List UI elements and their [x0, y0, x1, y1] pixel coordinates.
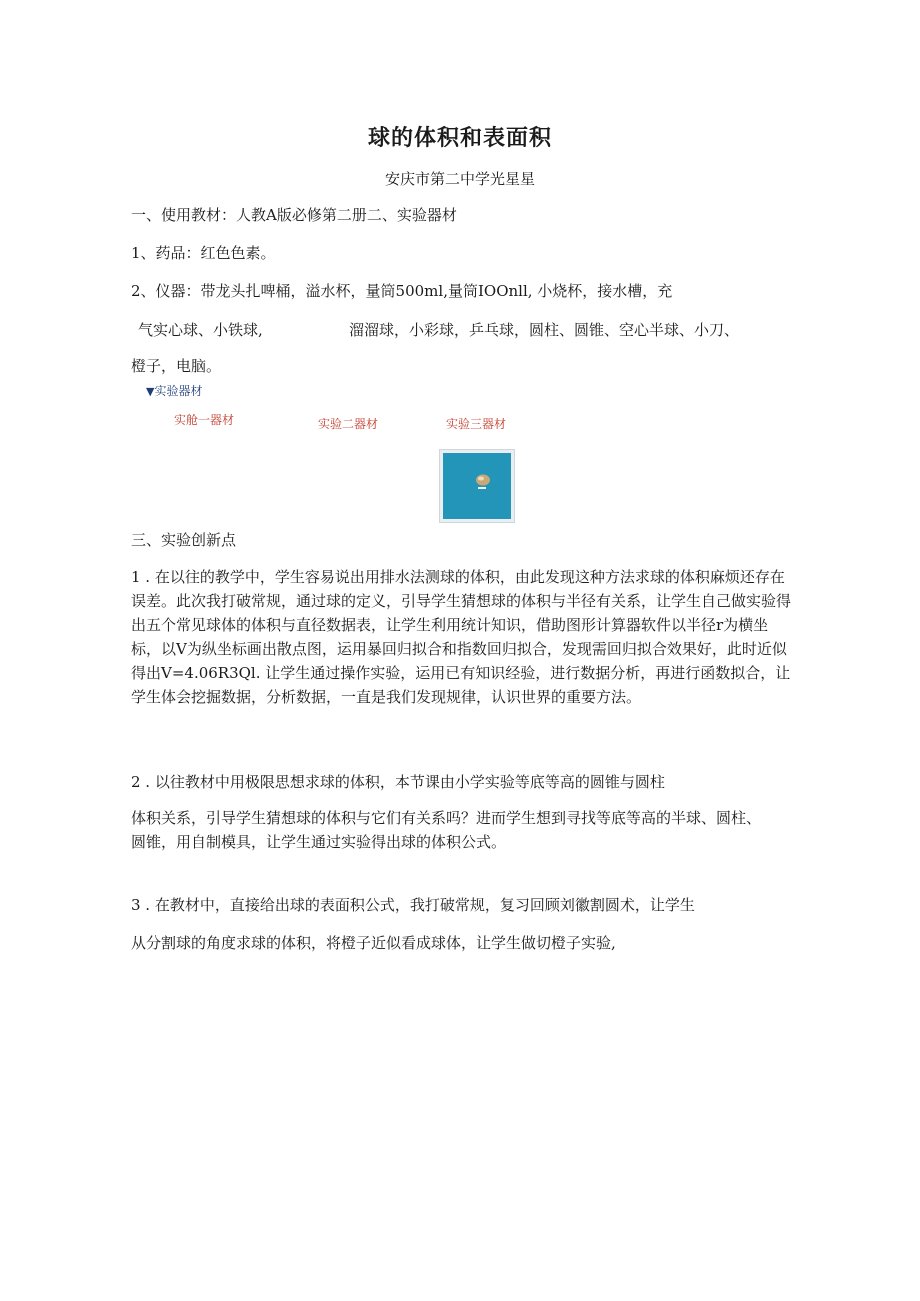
innovation-paragraph-2-rest: 体积关系，引导学生猜想球的体积与它们有关系吗？进而学生想到寻找等底等高的半球、圆柱、圆锥，用自制模具，让学生通过实验得出球的体积公式。 — [131, 809, 762, 851]
figure-legend-title: 实验器材 — [154, 384, 203, 398]
page-title: 球的体积和表面积 — [367, 125, 552, 151]
author-line: 安庆市第二中学光星星 — [384, 170, 535, 188]
innovation-paragraph-1: 1 . 在以往的教学中，学生容易说出用排水法测球的体积，由此发现这种方法求球的体积麻烦还存在误差。此次我打破常规，通过球的定义，引导学生猜想球的体积与半径有关系，让学生自己做实验得出五个常见球体的体积与直径数据表，让学生利用统计知识，借助图形计算器软件以半径r为横坐标，以V为纵坐标画出散点图，运用暴回归拟合和指数回归拟合，发现需回归拟合效果好，此时近似得出V=4.06R3Ql. 让学生通过操作实验，运用已有知识经验，进行数据分析，再进行函数拟合，让学生体会挖掘数据，分析数据，一直是我们发现规律，认识世界的重要方法。 — [131, 568, 792, 706]
caption-experiment-1: 实舱一器材 — [174, 413, 235, 427]
innovation-paragraph-2-line1: 2 . 以往教材中用极限思想求球的体积，本节课由小学实验等底等高的圆锥与圆柱 — [131, 773, 665, 791]
textbook-line: 一、使用教材：人教A版必修第二册二、实验器材 — [131, 206, 457, 224]
innovation-paragraph-3-line2: 从分割球的角度求球的体积，将橙子近似看成球体，让学生做切橙子实验, — [131, 934, 616, 952]
ball-photo-image — [440, 450, 514, 522]
caption-experiment-2: 实验二器材 — [318, 417, 379, 431]
instrument-line: 2、仪器：带龙头扎啤桶，溢水杯，量筒500ml,量筒IOOnll, 小烧杯，接水槽，充 — [131, 282, 673, 300]
experiment-photo — [439, 449, 515, 523]
reagent-line: 1、药品：红色色素。 — [131, 244, 276, 262]
innovation-paragraph-3-line1: 3 . 在教材中，直接给出球的表面积公式，我打破常规，复习回顾刘徽割圆术，让学生 — [131, 896, 695, 914]
instrument-line-cont-a: 气实心球、小铁球, — [138, 321, 263, 339]
instrument-line-cont-b: 溜溜球，小彩球，乒乓球，圆柱、圆锥、空心半球、小刀、 — [349, 321, 740, 339]
figure-legend — [146, 382, 202, 399]
section3-heading: 三、实验创新点 — [131, 531, 237, 549]
caption-experiment-3: 实验三器材 — [446, 417, 507, 431]
triangle-down-icon: ▼ — [146, 385, 155, 398]
instrument-line-end: 橙子，电脑。 — [131, 357, 222, 375]
